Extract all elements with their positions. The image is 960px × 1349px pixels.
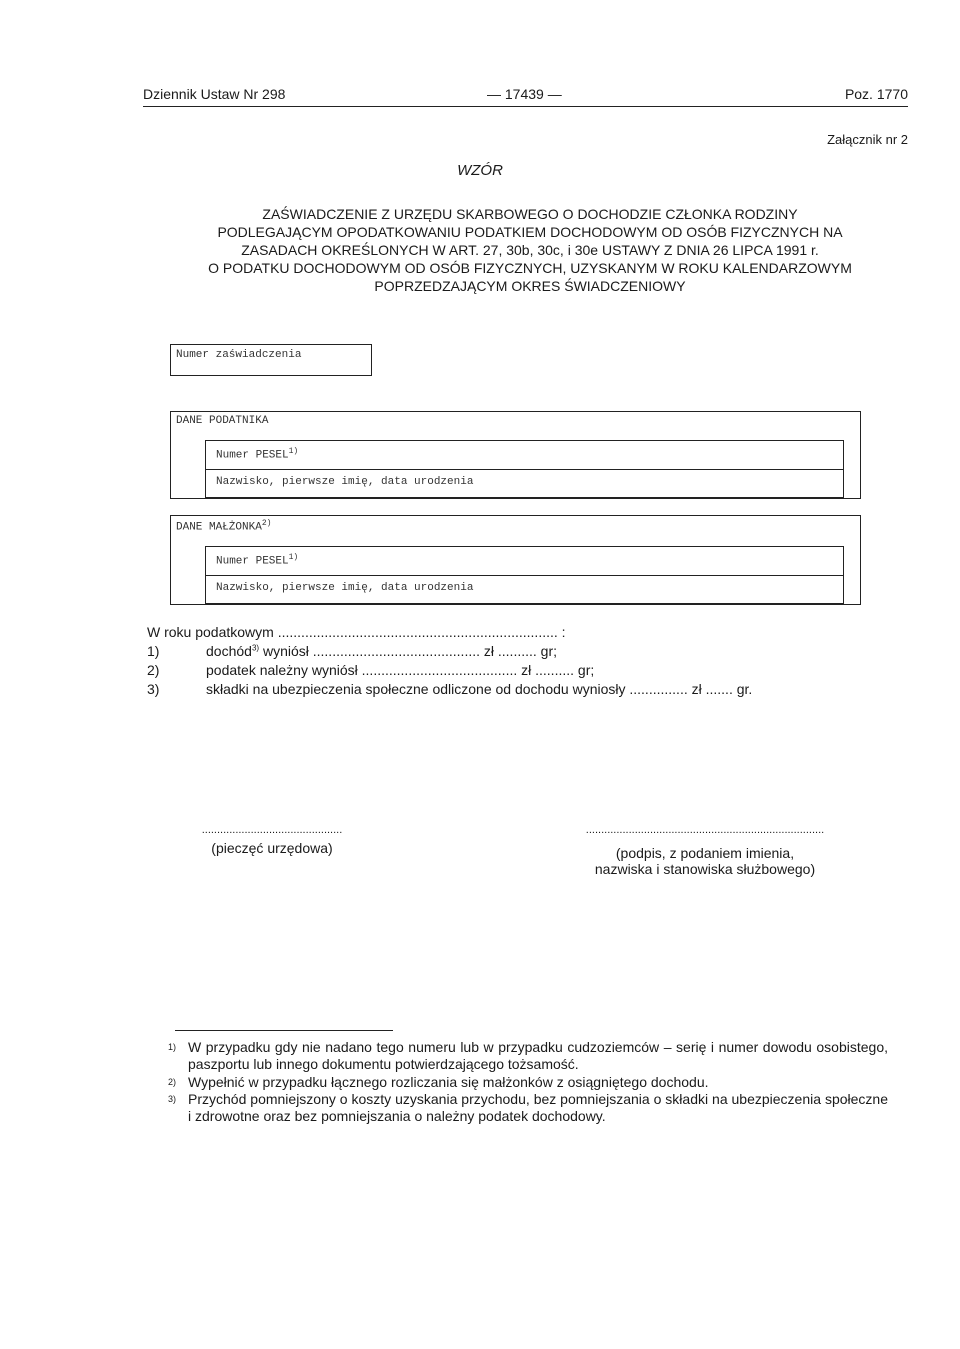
footnote-mark: 1) bbox=[168, 1042, 177, 1052]
journal-name: Dziennik Ustaw Nr 298 bbox=[143, 86, 286, 102]
title-line: ZAŚWIADCZENIE Z URZĘDU SKARBOWEGO O DOCHODZIE CZŁONKA RODZINY bbox=[262, 206, 798, 222]
footnote-1 bbox=[168, 1039, 888, 1073]
footnote-2 bbox=[168, 1074, 888, 1091]
document-title bbox=[150, 205, 910, 295]
signature-label-line-2: nazwiska i stanowiska służbowego) bbox=[594, 861, 816, 877]
taxpayer-pesel-label: Numer PESEL bbox=[216, 449, 289, 462]
taxpayer-fields bbox=[205, 440, 844, 498]
signature-dots: .............................................................................. bbox=[585, 824, 825, 836]
title-line: PODLEGAJĄCYM OPODATKOWANIU PODATKIEM DOCHODOWYM OD OSÓB FIZYCZNYCH NA bbox=[217, 224, 843, 240]
page-number: — 17439 — bbox=[487, 86, 562, 102]
attachment-label: Załącznik nr 2 bbox=[827, 132, 908, 147]
certificate-number-label: Numer zaświadczenia bbox=[176, 349, 302, 361]
template-label: WZÓR bbox=[457, 162, 503, 179]
income-line: 1) dochód$^{3)}$ wyniósł ........................................... zł .......... gr; bbox=[147, 643, 558, 659]
item-number: 2) bbox=[147, 662, 160, 678]
certificate-number-field[interactable] bbox=[170, 344, 372, 376]
footnote-ref: 3) bbox=[251, 643, 260, 653]
stamp-dots: .............................................. bbox=[201, 824, 343, 836]
taxpayer-pesel-field[interactable] bbox=[206, 441, 843, 469]
footnote-ref: 1) bbox=[288, 447, 299, 456]
tax-due-line: 2) podatek należny wyniósł ........................................ zł .......... gr; bbox=[147, 662, 595, 678]
header-rule bbox=[143, 106, 908, 107]
footnote-text: Przychód pomniejszony o koszty uzyskania przychodu, bez pomniejszania o składki na ubezpieczenia społeczne i zdrowotne oraz bez pomniejszania o należny podatek dochodowy. bbox=[188, 1091, 888, 1124]
footnote-mark: 3) bbox=[168, 1094, 177, 1104]
title-line: ZASADACH OKREŚLONYCH W ART. 27, 30b, 30c, i 30e USTAWY Z DNIA 26 LIPCA 1991 r. bbox=[241, 242, 819, 258]
tax-year-line: W roku podatkowym ........................................................................ : bbox=[147, 624, 566, 640]
footnote-text: Wypełnić w przypadku łącznego rozliczania się małżonków z osiągniętego dochodu. bbox=[188, 1074, 709, 1090]
spouse-pesel-label: Numer PESEL bbox=[216, 555, 289, 568]
stamp-label: (pieczęć urzędowa) bbox=[211, 840, 333, 856]
title-line: POPRZEDZAJĄCYM OKRES ŚWIADCZENIOWY bbox=[374, 278, 686, 294]
position-number: Poz. 1770 bbox=[844, 86, 908, 102]
spouse-section bbox=[170, 515, 861, 605]
signature-area bbox=[560, 824, 850, 877]
title-line: O PODATKU DOCHODOWYM OD OSÓB FIZYCZNYCH, UZYSKANYM W ROKU KALENDARZOWYM bbox=[208, 260, 852, 276]
spouse-name-field[interactable] bbox=[206, 575, 843, 604]
item-number: 1) bbox=[147, 643, 160, 659]
contributions-line: 3) składki na ubezpieczenia społeczne odliczone od dochodu wyniosły ............... zł ....... gr. bbox=[147, 681, 753, 697]
item-number: 3) bbox=[147, 681, 160, 697]
footnote-rule bbox=[175, 1030, 393, 1031]
stamp-area bbox=[172, 824, 372, 856]
spouse-name-label: Nazwisko, pierwsze imię, data urodzenia bbox=[216, 582, 474, 594]
signature-label-line-1: (podpis, z podaniem imienia, bbox=[615, 845, 795, 861]
spouse-fields bbox=[205, 546, 844, 604]
taxpayer-section-label: DANE PODATNIKA bbox=[176, 415, 269, 427]
spouse-pesel-field[interactable] bbox=[206, 547, 843, 575]
spouse-section-label: DANE MAŁŻONKA bbox=[176, 521, 262, 534]
footnote-3 bbox=[168, 1091, 888, 1125]
footnote-ref: 1) bbox=[288, 553, 299, 562]
footnote-text: W przypadku gdy nie nadano tego numeru lub w przypadku cudzoziemców – serię i numer dowodu osobistego, paszportu lub innego dokumentu potwierdzającego tożsamość. bbox=[188, 1039, 888, 1072]
footnote-mark: 2) bbox=[168, 1077, 177, 1087]
taxpayer-section bbox=[170, 411, 861, 499]
footnote-ref: 2) bbox=[261, 519, 272, 528]
taxpayer-name-label: Nazwisko, pierwsze imię, data urodzenia bbox=[216, 476, 474, 488]
taxpayer-name-field[interactable] bbox=[206, 469, 843, 498]
